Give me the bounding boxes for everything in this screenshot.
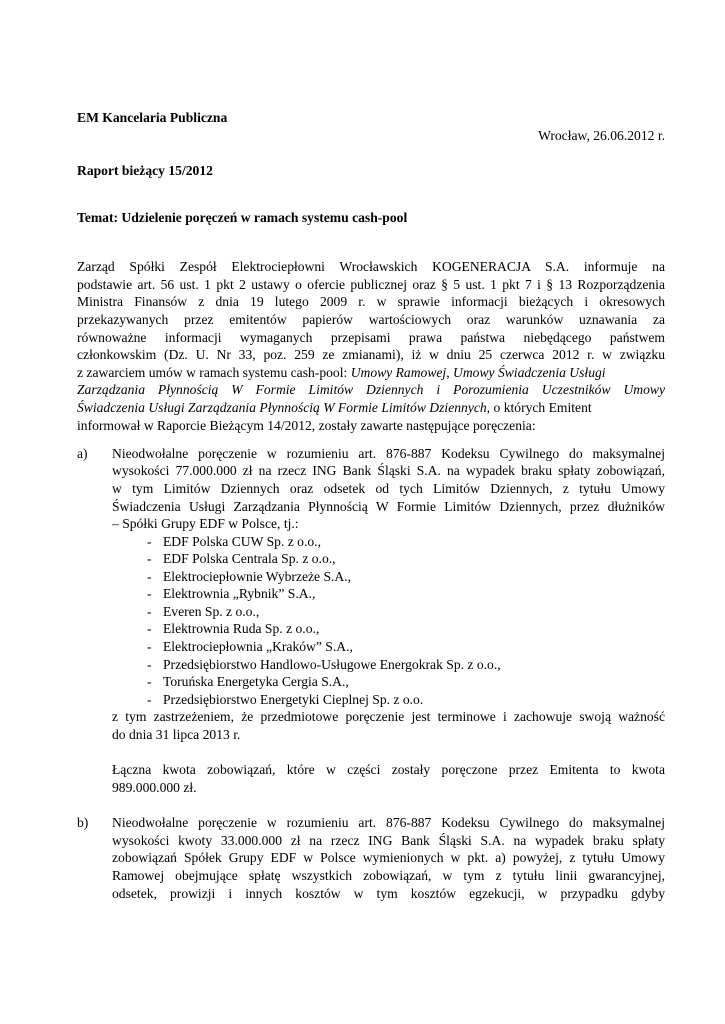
intro-line: informował w Raporcie Bieżącym 14/2012, zostały zawarte następujące poręczenia: (77, 418, 536, 433)
list-dash: - (147, 692, 152, 707)
item-b-line: odsetek, prowizji i innych kosztów w tym kosztów egzekucji, w przypadku gdyby (112, 886, 665, 901)
intro-line: Świadczenia Usługi Zarządzania Płynnością W Formie Limitów Dziennych, o których Emitent (77, 400, 592, 415)
company-header: EM Kancelaria Publiczna (77, 110, 228, 125)
intro-line: Ministra Finansów z dnia 19 lutego 2009 r. w sprawie informacji bieżących i okresowych (77, 294, 665, 309)
list-item: Przedsiębiorstwo Handlowo-Usługowe Energokrak Sp. z o.o., (163, 657, 501, 672)
item-a-reservation-line: z tym zastrzeżeniem, że przedmiotowe poręczenie jest terminowe i zachowuje swoją ważność (112, 709, 665, 724)
list-dash: - (147, 534, 152, 549)
item-a-total-line: 989.000.000 zł. (112, 780, 197, 795)
intro-line: równoważne informacji wymaganych przepisami prawa państwa niebędącego państwem (77, 330, 665, 345)
item-marker: b) (77, 815, 89, 830)
list-item: Everen Sp. z o.o., (163, 604, 260, 619)
item-b-line: Ramowej obejmujące spłatę wszystkich zobowiązań, w tym z tytułu linii gwarancyjnej, (112, 868, 665, 883)
list-item: Toruńska Energetyka Cergia S.A., (163, 674, 349, 689)
item-b-line: Nieodwołalne poręczenie w rozumieniu art. 876-887 Kodeksu Cywilnego do maksymalnej (112, 815, 665, 830)
list-dash: - (147, 639, 152, 654)
report-subject: Temat: Udzielenie poręczeń w ramach systemu cash-pool (77, 210, 408, 225)
list-item: Elektrociepłownia „Kraków” S.A., (163, 639, 353, 654)
intro-line: członkowskim (Dz. U. Nr 33, poz. 259 ze zmianami), iż w dniu 25 czerwca 2012 r. w związku (77, 347, 665, 362)
list-dash: - (147, 604, 152, 619)
list-item: Elektrownia „Rybnik” S.A., (163, 586, 316, 601)
intro-line: z zawarciem umów w ramach systemu cash-pool: Umowy Ramowej, Umowy Świadczenia Usługi (77, 365, 606, 380)
item-a-line: wysokości 77.000.000 zł na rzecz ING Bank Śląski S.A. na wypadek braku spłaty zobowiązań, (112, 463, 665, 478)
place-date: Wrocław, 26.06.2012 r. (538, 128, 665, 143)
list-dash: - (147, 569, 152, 584)
list-item: EDF Polska CUW Sp. z o.o., (163, 534, 321, 549)
item-a-total-line: Łączna kwota zobowiązań, które w części zostały poręczone przez Emitenta to kwota (112, 762, 665, 777)
list-dash: - (147, 674, 152, 689)
list-dash: - (147, 657, 152, 672)
item-b-line: wysokości kwoty 33.000.000 zł na rzecz ING Bank Śląski S.A. na wypadek braku spłaty (112, 833, 665, 848)
item-a-line: w tym Limitów Dziennych oraz odsetek od tych Limitów Dziennych, z tytułu Umowy (112, 481, 665, 496)
item-a-line: – Spółki Grupy EDF w Polsce, tj.: (112, 516, 299, 531)
item-b-line: zobowiązań Spółek Grupy EDF w Polsce wymienionych w pkt. a) powyżej, z tytułu Umowy (112, 850, 665, 865)
item-marker: a) (77, 446, 88, 461)
list-dash: - (147, 586, 152, 601)
list-dash: - (147, 551, 152, 566)
item-a-line: Nieodwołalne poręczenie w rozumieniu art. 876-887 Kodeksu Cywilnego do maksymalnej (112, 446, 665, 461)
list-dash: - (147, 621, 152, 636)
intro-line: Zarząd Spółki Zespół Elektrociepłowni Wrocławskich KOGENERACJA S.A. informuje na (77, 259, 665, 274)
intro-line: Zarządzania Płynnością W Formie Limitów Dziennych i Porozumienia Uczestników Umowy (77, 382, 665, 397)
intro-line: podstawie art. 56 ust. 1 pkt 2 ustawy o ofercie publicznej oraz § 5 ust. 1 pkt 7 i § 13 Rozporządzenia (77, 277, 665, 292)
item-a-line: Świadczenia Usługi Zarządzania Płynnością W Formie Limitów Dziennych, przez dłużników (112, 499, 665, 514)
list-item: Elektrociepłownie Wybrzeże S.A., (163, 569, 352, 584)
list-item: Przedsiębiorstwo Energetyki Cieplnej Sp. z o.o. (163, 692, 424, 707)
report-number: Raport bieżący 15/2012 (77, 163, 213, 178)
item-a-reservation-line: do dnia 31 lipca 2013 r. (112, 727, 241, 742)
list-item: Elektrownia Ruda Sp. z o.o., (163, 621, 320, 636)
intro-line: przekazywanych przez emitentów papierów wartościowych oraz warunków uznawania za (77, 312, 665, 327)
list-item: EDF Polska Centrala Sp. z o.o., (163, 551, 336, 566)
